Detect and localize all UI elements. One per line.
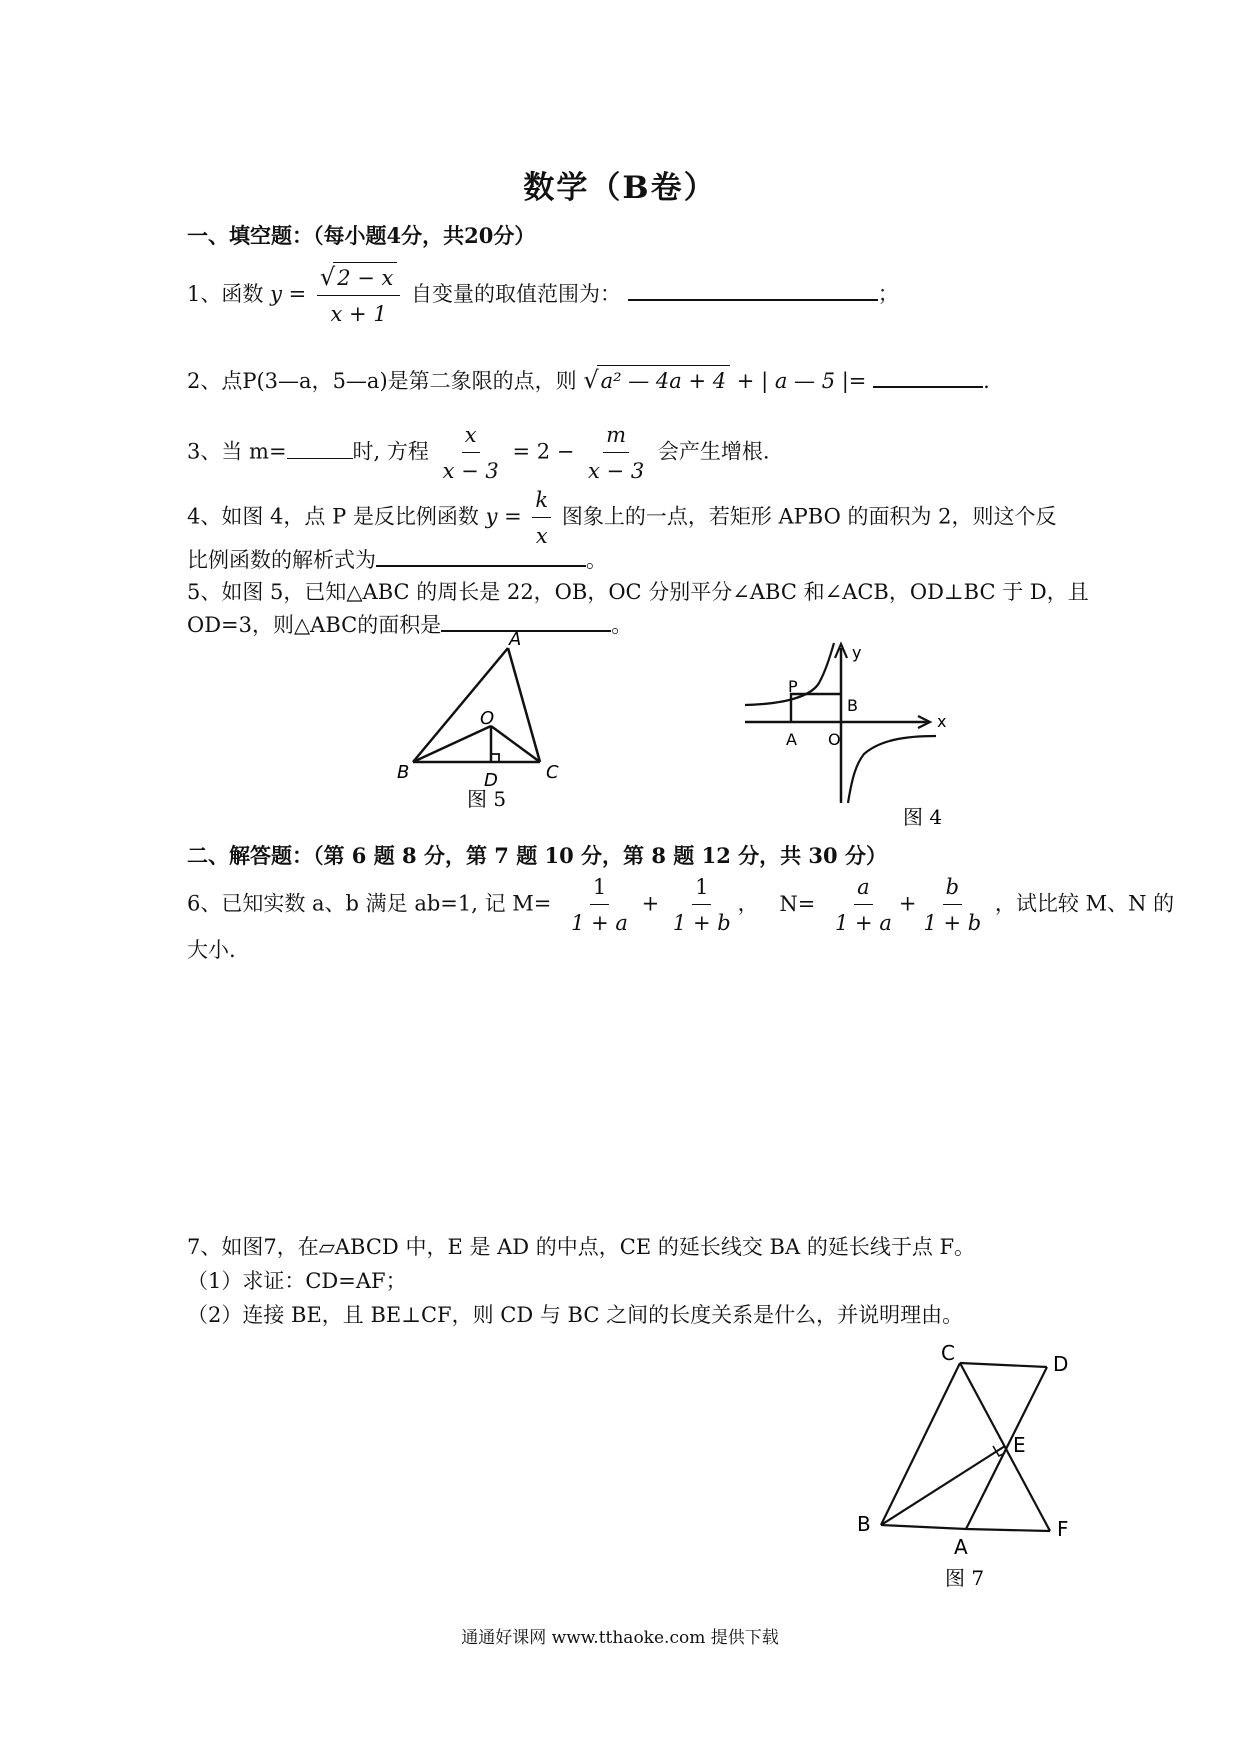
question-1 [187,262,899,329]
fig5-label-d: D [484,770,498,791]
q2-end: . [983,369,990,393]
question-7-part-1: （1）求证：CD=AF； [187,1269,407,1293]
fig4-curve-branch-4 [848,736,936,803]
fig5-label-b: B [397,762,410,783]
fig4-label-p: P [788,677,798,696]
q6-comma: ， [737,891,759,916]
page-footer: 通通好课网 www.tthaoke.com 提供下载 [461,1628,779,1648]
fig4-label-y: y [852,643,862,662]
q1-text: 自变量的取值范围为： [411,282,622,306]
fig4-label-x: x [937,712,947,731]
question-6 [187,872,1174,938]
q4-prefix: 4、如图 4，点 P 是反比例函数 [187,504,479,529]
question-2: 2、点P(3—a，5—a)是第二象限的点，则 √a² — 4a + 4 + | a — 5 |= . [187,366,990,394]
q3-answer-blank[interactable] [287,454,353,459]
q4-post: 图象上的一点，若矩形 APBO 的面积为 2，则这个反 [561,504,1057,529]
fig5-segment-ob [413,726,491,762]
q6-n2-numerator: b [943,872,962,905]
q2-abs: + | a — 5 |= [736,369,867,393]
fig7-label-b: B [857,1512,871,1536]
q3-post: 会产生增根. [657,439,770,464]
question-4-line-2 [187,545,607,575]
q6-m1-denominator: 1 + a [571,911,628,935]
q3-f2-numerator: m [603,420,629,453]
q6-m2-denominator: 1 + b [672,911,731,935]
q6-n-label: N= [779,891,816,916]
q3-fraction-2 [585,420,647,486]
fig7-extension-af [966,1529,1050,1531]
fig7-label-c: C [941,1341,955,1365]
q3-f1-numerator: x [462,420,480,453]
q6-n1-denominator: 1 + a [835,911,892,935]
question-3 [187,420,770,486]
q6-plus-2: + [898,891,917,916]
q2-answer-blank[interactable] [873,382,983,388]
q6-m-fraction-1 [568,872,631,938]
question-6-line-2: 大小. [187,938,236,962]
q4-line2-text: 比例函数的解析式为 [187,548,376,572]
q2-prefix: 2、点P(3—a，5—a)是第二象限的点，则 [187,369,577,393]
q1-denominator: x + 1 [330,302,387,326]
q3-mid: 时, 方程 [352,439,429,464]
fig7-label-e: E [1013,1433,1026,1457]
q6-n1-numerator: a [854,872,873,905]
figure-5-triangle [395,630,585,810]
fig4-label-b: B [847,696,858,715]
q6-prefix: 6、已知实数 a、b 满足 ab=1, 记 M= [187,891,552,916]
q6-n2-denominator: 1 + b [923,911,982,935]
q4-denominator: x [535,524,548,548]
q1-y: y = [270,282,307,306]
q6-m-fraction-2 [670,872,734,938]
q4-numerator: k [532,485,551,518]
question-4 [187,485,1057,551]
fig5-side-ab [413,648,508,762]
q6-plus-1: + [641,891,660,916]
q6-n-fraction-2 [920,872,984,938]
q4-y: y = [485,504,522,529]
fig7-caption: 图 7 [945,1566,985,1590]
fig7-side-ba [881,1525,966,1529]
fig5-label-o: O [480,708,495,729]
q1-fraction: $\frac{√2 - x}{x + 1}$ [317,262,400,329]
fig5-label-c: C [546,762,559,783]
fig4-label-o: O [828,730,841,749]
fig5-side-ac [508,648,540,762]
q3-f2-denominator: x − 3 [588,459,645,483]
q6-n-fraction-1 [832,872,895,938]
q1-answer-blank[interactable] [628,295,878,301]
q3-f1-denominator: x − 3 [442,459,499,483]
figure-4-hyperbola [740,638,970,838]
q1-prefix: 1、函数 [187,282,264,306]
q1-end: ； [877,282,899,306]
fig7-label-f: F [1057,1517,1069,1541]
q5-line2-text: OD=3，则△ABC的面积是 [187,613,442,637]
question-5: 5、如图 5，已知△ABC 的周长是 22，OB，OC 分别平分∠ABC 和∠ACB，OD⊥BC 于 D，且 [187,580,1089,604]
fig5-caption: 图 5 [467,787,507,810]
figure-7-parallelogram [845,1340,1085,1590]
q3-fraction-1 [440,420,502,486]
q3-prefix: 3、当 m= [187,439,287,464]
section-1-heading: 一、填空题：（每小题4分，共20分） [187,223,536,248]
q6-post: ，试比较 M、N 的 [994,891,1175,916]
q4-end: 。 [586,548,607,572]
fig7-side-cd [960,1363,1047,1367]
q1-numerator: 2 − x [333,262,397,293]
q2-radicand: a² — 4a + 4 [597,365,730,396]
fig7-label-d: D [1053,1352,1069,1376]
page-title: 数学（B卷） [523,170,717,206]
section-2-heading: 二、解答题：（第 6 题 8 分，第 7 题 10 分，第 8 题 12 分，共 30 分） [187,843,887,868]
q6-m2-numerator: 1 [692,872,711,905]
q3-eq: = 2 − [512,439,575,464]
q5-end: 。 [611,613,633,637]
fig4-caption: 图 4 [903,805,943,829]
question-7-part-2: （2）连接 BE，且 BE⊥CF，则 CD 与 BC 之间的长度关系是什么，并说明理由。 [187,1303,964,1327]
q6-m1-numerator: 1 [590,872,609,905]
q4-answer-blank[interactable] [376,561,586,567]
fig4-label-a: A [786,730,797,749]
fig7-label-a: A [954,1535,968,1559]
question-7: 7、如图7，在▱ABCD 中，E 是 AD 的中点，CE 的延长线交 BA 的延长线于点 F。 [187,1235,976,1259]
q4-fraction [532,485,551,551]
fig5-label-a: A [509,630,522,650]
